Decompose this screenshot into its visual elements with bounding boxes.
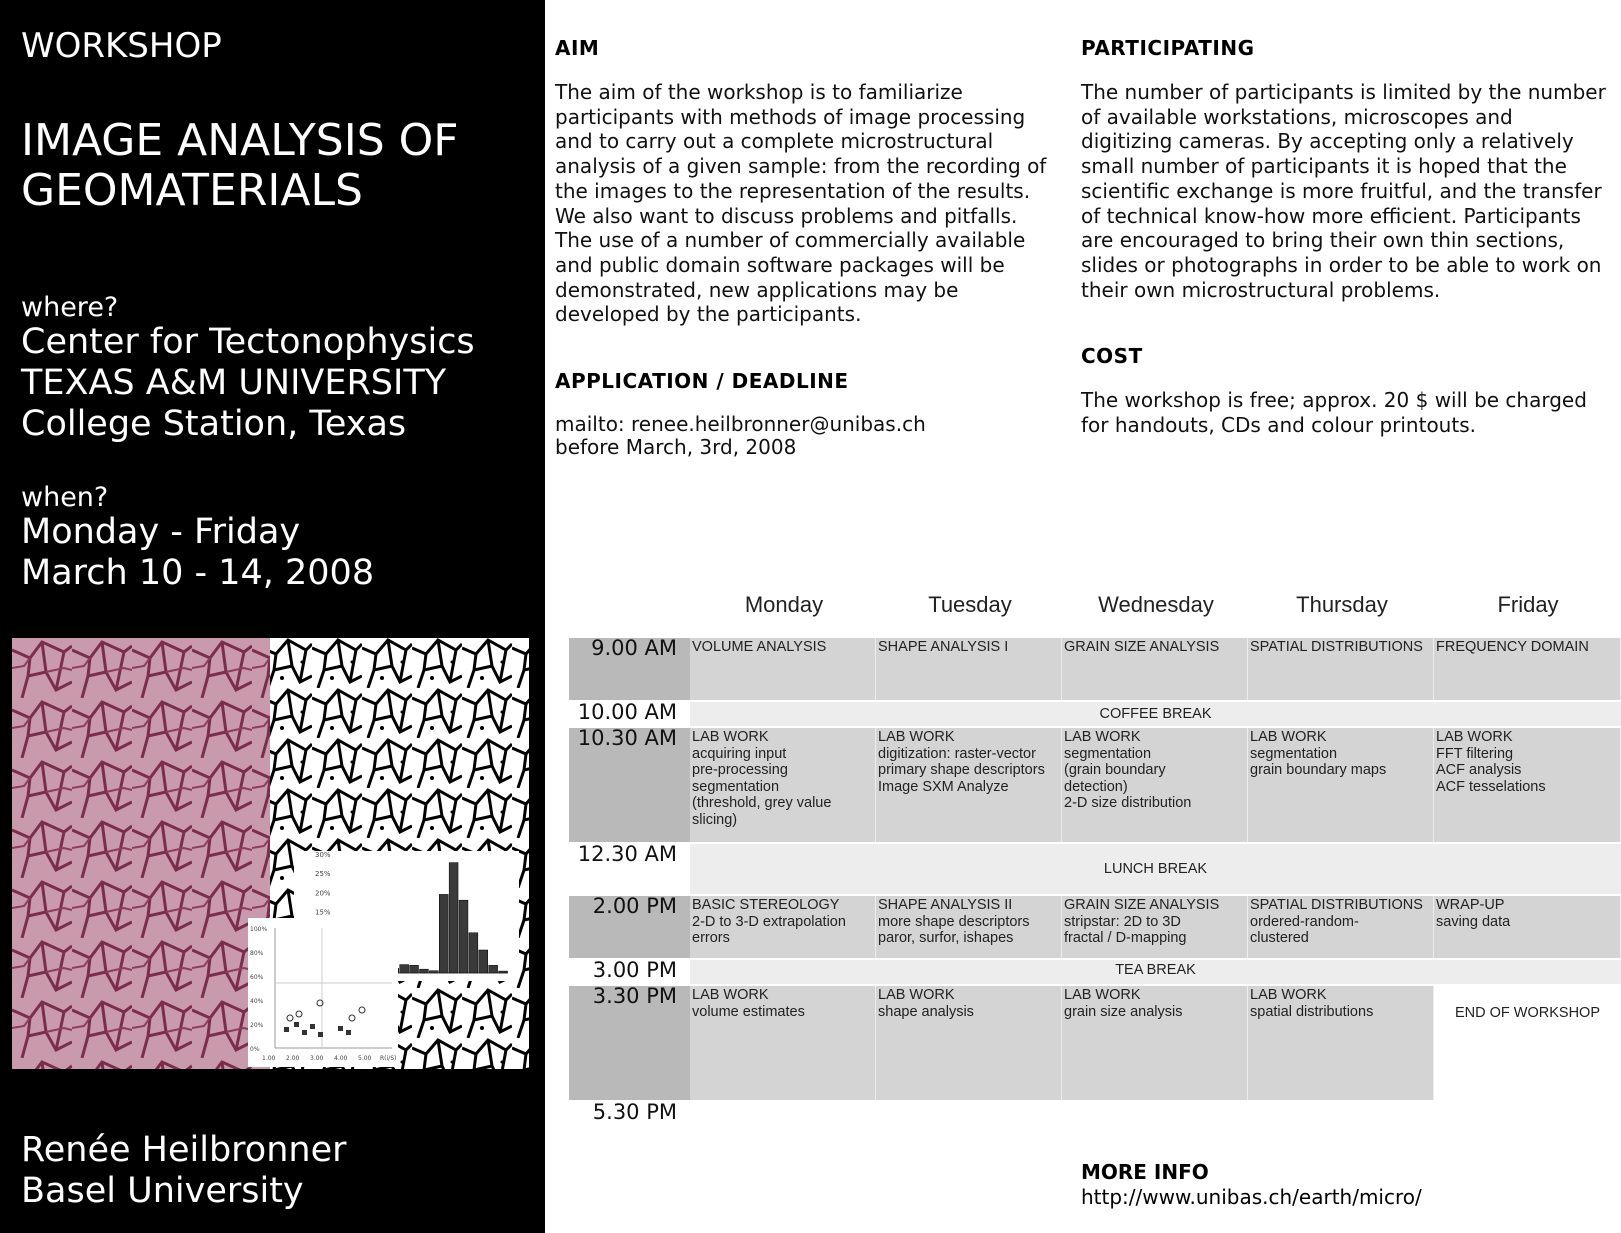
cost-heading: COST <box>1081 344 1143 368</box>
title-line: IMAGE ANALYSIS OF <box>21 115 459 166</box>
time-label: 2.00 PM <box>592 894 677 918</box>
schedule-cell <box>876 986 1062 1100</box>
schedule-cell <box>876 896 1062 958</box>
cell-line: stripstar: 2D to 3D <box>1064 913 1181 930</box>
schedule-cell <box>690 986 876 1100</box>
aim-line: analysis of a given sample: from the recording of <box>555 154 1047 179</box>
author <box>21 1130 347 1212</box>
schedule-cell <box>1434 638 1621 700</box>
application-text <box>555 413 926 458</box>
histogram-bar <box>420 969 429 973</box>
cell-line: digitization: raster-vector <box>878 745 1036 762</box>
scatter-y-tick: 60% <box>250 974 264 981</box>
histogram-bar <box>489 965 498 973</box>
participating-heading: PARTICIPATING <box>1081 36 1255 60</box>
cell-line: segmentation <box>692 778 780 795</box>
cell-line: (grain boundary <box>1064 762 1166 778</box>
cell-line: grain size analysis <box>1064 1003 1183 1020</box>
cell-line: errors <box>692 930 730 946</box>
when-question: when? <box>21 482 109 513</box>
cost-text <box>1081 388 1587 437</box>
schedule-cell <box>690 896 876 958</box>
histogram-bar <box>429 971 438 973</box>
participating-line: of available workstations, microscopes and <box>1081 104 1513 129</box>
scatter-x-tick: 4.00 <box>334 1055 348 1062</box>
cell-line: more shape descriptors <box>878 913 1030 930</box>
left-panel <box>0 0 545 1233</box>
histogram-bar <box>459 900 468 973</box>
cell-line: ACF tesselations <box>1436 778 1546 795</box>
cell-line: LAB WORK <box>692 729 769 745</box>
schedule-cell <box>690 638 876 700</box>
cell-line: ACF analysis <box>1436 762 1522 778</box>
time-label: 10.00 AM <box>577 700 677 724</box>
participating-line: are encouraged to bring their own thin sections, <box>1081 228 1565 253</box>
cell-line: shape analysis <box>878 1003 974 1020</box>
time-label: 3.30 PM <box>592 984 677 1008</box>
cell-line: 2-D to 3-D extrapolation <box>692 913 846 930</box>
schedule-cell <box>1248 728 1434 842</box>
scatter-y-tick: 20% <box>250 1022 264 1029</box>
scatter-x-tick: 1.00 <box>262 1055 276 1062</box>
cell-line: WRAP-UP <box>1436 897 1505 913</box>
scatter-y-tick: 40% <box>250 998 264 1005</box>
scatter-y-tick: 80% <box>250 950 264 957</box>
workshop-label: WORKSHOP <box>21 26 222 66</box>
histogram-bar <box>439 894 448 973</box>
participating-text <box>1081 80 1606 302</box>
cell-line: saving data <box>1436 913 1511 930</box>
author-line: Renée Heilbronner <box>21 1130 347 1170</box>
aim-line: developed by the participants. <box>555 302 862 327</box>
cell-line: BASIC STEREOLOGY <box>692 897 840 913</box>
cell-line: GRAIN SIZE ANALYSIS <box>1064 639 1220 655</box>
histogram-y-tick: 25% <box>315 870 331 879</box>
cell-line: pre-processing <box>692 762 788 778</box>
aim-line: demonstrated, new applications may be <box>555 277 959 302</box>
cell-line: acquiring input <box>692 745 787 762</box>
microstructure-collage <box>12 638 529 1069</box>
cell-line: primary shape descriptors <box>878 762 1045 778</box>
histogram-y-tick: 30% <box>315 851 331 859</box>
title-line: GEOMATERIALS <box>21 165 363 216</box>
cell-line: SPATIAL DISTRIBUTIONS <box>1250 897 1423 913</box>
participating-line: their own microstructural problems. <box>1081 277 1441 302</box>
schedule-cell <box>1062 638 1248 700</box>
date-line: Monday - Friday <box>21 512 301 552</box>
day-header-friday: Friday <box>1497 592 1559 617</box>
participating-line: The number of participants is limited by the number <box>1081 80 1606 104</box>
time-label: 10.30 AM <box>577 726 677 750</box>
participating-line: of technical know-how more efficient. Participants <box>1081 203 1581 228</box>
cell-line: slicing) <box>692 811 738 828</box>
cell-line: LAB WORK <box>878 729 955 745</box>
application-heading: APPLICATION / DEADLINE <box>555 369 849 393</box>
histogram-bar <box>479 950 488 973</box>
coffee-break: COFFEE BREAK <box>690 702 1621 726</box>
schedule-cell <box>876 728 1062 842</box>
time-label: 9.00 AM <box>591 636 677 660</box>
day-header-wednesday: Wednesday <box>1098 592 1214 617</box>
cell-line: spatial distributions <box>1250 1003 1374 1020</box>
aim-line: participants with methods of image processing <box>555 104 1026 129</box>
cell-line: LAB WORK <box>692 987 769 1003</box>
scatter-x-tick: 3.00 <box>310 1055 324 1062</box>
cell-line: segmentation <box>1250 745 1338 762</box>
aim-text <box>555 80 1046 327</box>
schedule-cell <box>1248 638 1434 700</box>
cell-line: VOLUME ANALYSIS <box>692 639 827 655</box>
time-label: 12.30 AM <box>577 842 677 866</box>
scatter-x-tick: 5.00 <box>358 1055 372 1062</box>
cell-line: LAB WORK <box>1250 987 1327 1003</box>
cell-line: LAB WORK <box>878 987 955 1003</box>
cell-line: fractal / D-mapping <box>1064 930 1187 946</box>
aim-heading: AIM <box>555 36 600 60</box>
aim-line: and to carry out a complete microstructural <box>555 129 994 154</box>
cell-line: SPATIAL DISTRIBUTIONS <box>1250 639 1423 655</box>
day-header-monday: Monday <box>744 592 824 617</box>
cell-line: SHAPE ANALYSIS II <box>878 897 1013 913</box>
date-line: March 10 - 14, 2008 <box>21 553 375 593</box>
location-line: College Station, Texas <box>21 404 407 444</box>
histogram-bar <box>410 965 419 973</box>
scatter-y-tick: 0% <box>250 1046 260 1053</box>
schedule-cell <box>1248 986 1434 1100</box>
cell-line: FREQUENCY DOMAIN <box>1436 639 1589 655</box>
histogram-bar <box>449 863 458 973</box>
time-label: 5.30 PM <box>592 1100 677 1124</box>
cell-line: Image SXM Analyze <box>878 778 1009 795</box>
aim-line: We also want to discuss problems and pitfalls. <box>555 203 1018 228</box>
cell-line: 2-D size distribution <box>1064 795 1192 811</box>
cell-line: LAB WORK <box>1064 987 1141 1003</box>
cell-line: volume estimates <box>692 1003 805 1020</box>
schedule-cell <box>1062 896 1248 958</box>
cell-line: detection) <box>1064 778 1128 795</box>
application-deadline: before March, 3rd, 2008 <box>555 434 797 459</box>
image-collage <box>12 638 529 1069</box>
cell-line: LAB WORK <box>1436 729 1513 745</box>
aim-line: The aim of the workshop is to familiarize <box>555 80 963 104</box>
schedule-cell <box>876 638 1062 700</box>
histogram-bar <box>400 965 409 973</box>
cell-line: FFT filtering <box>1436 745 1514 762</box>
cell-line: ordered-random- <box>1250 913 1359 930</box>
schedule-cell <box>1434 896 1621 958</box>
cell-line: segmentation <box>1064 745 1152 762</box>
scatter-y-tick: 100% <box>250 926 268 933</box>
scatter-panel <box>248 918 398 1067</box>
dates <box>21 512 374 594</box>
participating-line: slides or photographs in order to be able to work on <box>1081 252 1602 277</box>
histogram-y-tick: 20% <box>315 889 331 898</box>
cell-line: grain boundary maps <box>1250 762 1387 778</box>
participating-line: scientific exchange is more fruitful, and the transfer <box>1081 178 1602 203</box>
cell-line: (threshold, grey value <box>692 795 832 811</box>
location-line: Center for Tectonophysics <box>21 322 475 362</box>
end-of-workshop: END OF WORKSHOP <box>1454 1005 1600 1021</box>
workshop-title <box>21 116 459 216</box>
cell-line: paror, surfor, ishapes <box>878 930 1014 946</box>
lunch-break: LUNCH BREAK <box>690 844 1621 894</box>
time-label: 3.00 PM <box>592 958 677 982</box>
schedule-cell <box>690 728 876 842</box>
day-header-thursday: Thursday <box>1296 592 1388 617</box>
cost-line: for handouts, CDs and colour printouts. <box>1081 412 1476 437</box>
schedule-cell <box>1434 728 1621 842</box>
pink-micrograph <box>12 638 270 1069</box>
participating-line: digitizing cameras. By accepting only a relatively <box>1081 129 1574 154</box>
more-info-heading: MORE INFO <box>1081 1160 1209 1184</box>
author-line: Basel University <box>21 1171 304 1211</box>
cost-line: The workshop is free; approx. 20 $ will be charged <box>1081 388 1587 412</box>
histogram-y-tick: 15% <box>315 908 331 917</box>
schedule-cell <box>1062 728 1248 842</box>
cell-line: LAB WORK <box>1064 729 1141 745</box>
schedule-cell <box>1062 986 1248 1100</box>
cell-line: GRAIN SIZE ANALYSIS <box>1064 897 1220 913</box>
location <box>21 322 475 445</box>
participating-line: small number of participants it is hoped that the <box>1081 154 1567 179</box>
day-header-tuesday: Tuesday <box>928 592 1012 617</box>
cell-line: clustered <box>1250 930 1309 946</box>
histogram-bar <box>469 933 478 973</box>
histogram-bar <box>499 971 508 973</box>
cell-line: SHAPE ANALYSIS I <box>878 639 1009 655</box>
more-info-link[interactable]: http://www.unibas.ch/earth/micro/ <box>1081 1185 1422 1209</box>
aim-line: The use of a number of commercially available <box>555 228 1026 253</box>
tea-break: TEA BREAK <box>690 960 1621 984</box>
cell-line: LAB WORK <box>1250 729 1327 745</box>
application-email[interactable]: mailto: renee.heilbronner@unibas.ch <box>555 412 926 436</box>
aim-line: and public domain software packages will be <box>555 252 1005 277</box>
scatter-x-label: R(i/S) <box>380 1055 397 1062</box>
where-question: where? <box>21 292 119 323</box>
location-line: TEXAS A&M UNIVERSITY <box>21 363 447 403</box>
schedule-cell <box>1248 896 1434 958</box>
scatter-x-tick: 2.00 <box>286 1055 300 1062</box>
aim-line: the images to the representation of the results. <box>555 178 1031 203</box>
